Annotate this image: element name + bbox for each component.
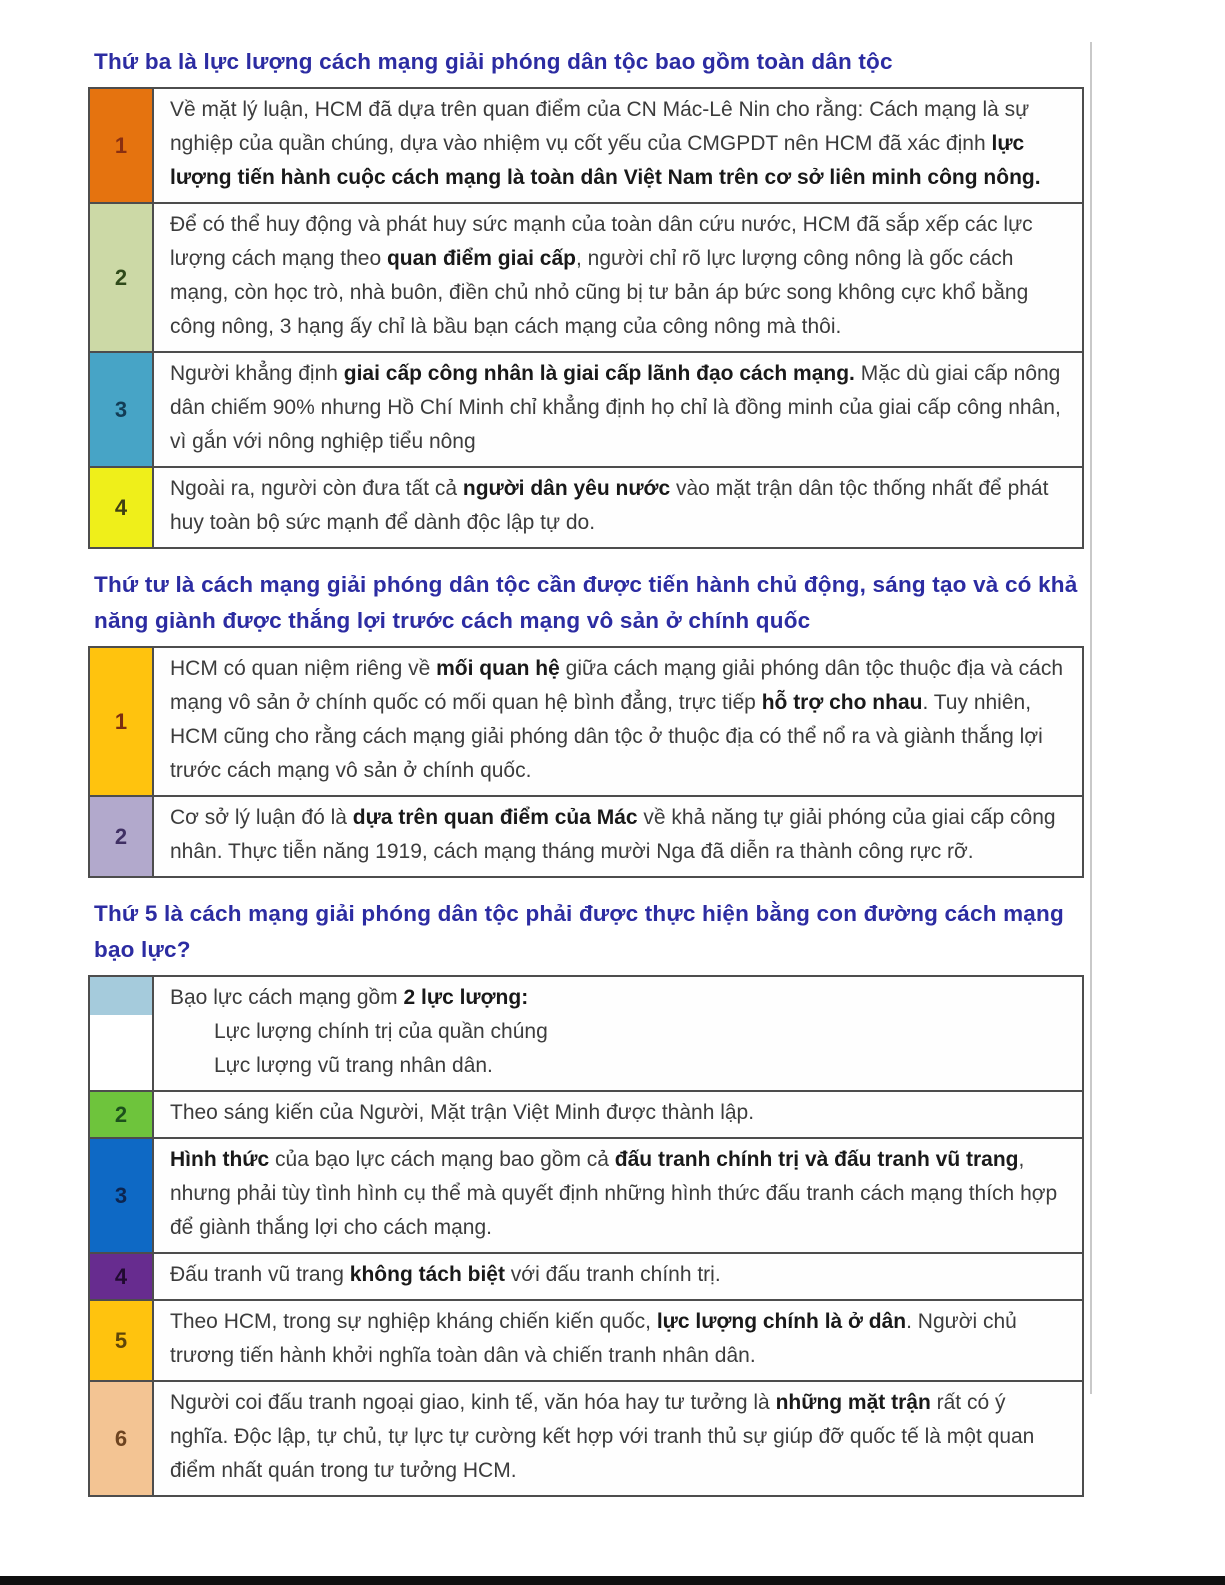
row-number-cell (90, 1382, 154, 1495)
section-heading: Thứ ba là lực lượng cách mạng giải phóng dân tộc bao gồm toàn dân tộc (94, 49, 893, 74)
text-segment-bold: dựa trên quan điểm của Mác (352, 806, 638, 829)
table-row (90, 202, 1082, 351)
row-number: 3 (114, 396, 128, 422)
row-text (154, 1382, 1082, 1495)
section-heading: Thứ tư là cách mạng giải phóng dân tộc cần được tiến hành chủ động, sáng tạo và có khả năng giành được thắng lợi trước cách mạng vô sản ở chính quốc (94, 572, 1078, 633)
text-segment: Theo sáng kiến của Người, Mặt trận Việt Minh được thành lập. (170, 1101, 755, 1124)
text-segment: Người khẳng định (170, 362, 344, 385)
text-segment: HCM có quan niệm riêng về (170, 657, 437, 680)
row-number: 1 (114, 708, 128, 734)
row-number: 5 (114, 1327, 128, 1353)
page-edge-line (1090, 42, 1092, 1394)
row-text (154, 1301, 1082, 1380)
row-number: 4 (114, 494, 128, 520)
row-number-cell (90, 1301, 154, 1380)
row-number-color-band (90, 977, 152, 1015)
section-table (88, 975, 1084, 1497)
text-segment-bold: 2 lực lượng: (403, 986, 529, 1009)
row-text (154, 89, 1082, 202)
row-number-cell (90, 648, 154, 795)
row-number-cell (90, 1139, 154, 1252)
table-row (90, 1299, 1082, 1380)
table-row (90, 351, 1082, 466)
text-segment: Bạo lực cách mạng gồm (170, 986, 404, 1009)
row-text (154, 1254, 1082, 1299)
row-number: 4 (114, 1263, 128, 1289)
text-segment: Người coi đấu tranh ngoại giao, kinh tế, văn hóa hay tư tưởng là (170, 1391, 776, 1414)
row-number-cell (90, 797, 154, 876)
table-row (90, 1380, 1082, 1495)
row-number: 6 (114, 1425, 128, 1451)
text-segment: . Người chủ trương tiến hành khởi nghĩa toàn dân và chiến tranh nhân dân. (170, 1310, 1017, 1367)
text-segment: về khả năng tự giải phóng của giai cấp công nhân. Thực tiễn năng 1919, cách mạng tháng mười Nga đã diễn ra thành công rực rỡ. (170, 806, 1056, 863)
table-row (90, 1252, 1082, 1299)
section-table (88, 87, 1084, 549)
row-number-cell (90, 353, 154, 466)
text-segment-bold: Hình thức (170, 1148, 270, 1171)
row-number: 2 (114, 264, 128, 290)
window-edge-bar (0, 1576, 1225, 1585)
row-number-cell (90, 89, 154, 202)
text-segment: của bạo lực cách mạng bao gồm cả (269, 1148, 615, 1171)
text-segment-bold: mối quan hệ (436, 657, 560, 680)
row-number-cell (90, 204, 154, 351)
row-text (154, 1092, 1082, 1137)
row-text (154, 977, 1082, 1090)
row-number-cell (90, 468, 154, 547)
table-row (90, 1090, 1082, 1137)
row-text (154, 204, 1082, 351)
text-segment-bold: giai cấp công nhân là giai cấp lãnh đạo cách mạng. (343, 362, 855, 385)
table-row (90, 977, 1082, 1090)
document-body (88, 44, 1084, 1515)
text-segment-bold: lực lượng tiến hành cuộc cách mạng là toàn dân Việt Nam trên cơ sở liên minh công nông. (170, 132, 1041, 189)
row-number-cell (90, 1092, 154, 1137)
table-row (90, 1137, 1082, 1252)
table-row (90, 466, 1082, 547)
text-segment: Lực lượng chính trị của quần chúng (214, 1020, 548, 1043)
text-segment-bold: lực lượng chính là ở dân (656, 1310, 907, 1333)
row-number: 2 (114, 823, 128, 849)
text-segment: Cơ sở lý luận đó là (170, 806, 353, 829)
table-row (90, 795, 1082, 876)
text-segment: Về mặt lý luận, HCM đã dựa trên quan điểm của CN Mác-Lê Nin cho rằng: Cách mạng là sự nghiệp của quần chúng, dựa vào nhiệm vụ cốt yếu của CMGPDT nên HCM đã xác định (170, 98, 1030, 155)
text-segment: Ngoài ra, người còn đưa tất cả (170, 477, 463, 500)
text-segment-bold: không tách biệt (349, 1263, 505, 1286)
row-number-cell (90, 977, 154, 1090)
text-segment: Để có thể huy động và phát huy sức mạnh của toàn dân cứu nước, HCM đã sắp xếp các lực lượng cách mạng theo (170, 213, 1033, 270)
text-segment: Theo HCM, trong sự nghiệp kháng chiến kiến quốc, (170, 1310, 657, 1333)
row-text (154, 353, 1082, 466)
row-text (154, 1139, 1082, 1252)
text-segment: Đấu tranh vũ trang (170, 1263, 350, 1286)
section-1 (88, 44, 1084, 549)
text-segment-bold: những mặt trận (775, 1391, 931, 1414)
text-segment: rất có ý nghĩa. Độc lập, tự chủ, tự lực tự cường kết hợp với tranh thủ sự giúp đỡ quốc tế là một quan điểm nhất quán trong tư tưởng HCM. (170, 1391, 1035, 1482)
row-text (154, 648, 1082, 795)
text-segment-bold: đấu tranh chính trị và đấu tranh vũ trang (614, 1148, 1019, 1171)
section-2 (88, 567, 1084, 878)
text-segment-bold: hỗ trợ cho nhau (761, 691, 923, 714)
table-row (90, 89, 1082, 202)
text-segment: , nhưng phải tùy tình hình cụ thể mà quyết định những hình thức đấu tranh cách mạng thích hợp để giành thắng lợi cho cách mạng. (170, 1148, 1058, 1239)
text-segment: vào mặt trận dân tộc thống nhất để phát huy toàn bộ sức mạnh để dành độc lập tự do. (170, 477, 1049, 534)
row-number: 3 (114, 1182, 128, 1208)
section-table (88, 646, 1084, 878)
text-segment-bold: người dân yêu nước (462, 477, 671, 500)
row-number: 1 (114, 132, 128, 158)
row-text (154, 797, 1082, 876)
text-segment: Lực lượng vũ trang nhân dân. (214, 1054, 493, 1077)
text-segment: Mặc dù giai cấp nông dân chiếm 90% nhưng Hồ Chí Minh chỉ khẳng định họ chỉ là đồng minh của giai cấp công nhân, vì gắn với nông nghiệp tiểu nông (170, 362, 1061, 453)
row-number-cell (90, 1254, 154, 1299)
text-segment-bold: quan điểm giai cấp (386, 247, 576, 270)
section-heading: Thứ 5 là cách mạng giải phóng dân tộc phải được thực hiện bằng con đường cách mạng bạo lực? (94, 901, 1064, 962)
text-segment: với đấu tranh chính trị. (504, 1263, 721, 1286)
text-segment: , người chỉ rõ lực lượng công nông là gốc cách mạng, còn học trò, nhà buôn, điền chủ nhỏ cũng bị tư bản áp bức song không cực khổ bằng công nông, 3 hạng ấy chỉ là bầu bạn cách mạng của công nông mà thôi. (170, 247, 1029, 338)
row-number: 2 (114, 1101, 128, 1127)
row-text (154, 468, 1082, 547)
section-3 (88, 896, 1084, 1497)
table-row (90, 648, 1082, 795)
text-segment: . Tuy nhiên, HCM cũng cho rằng cách mạng giải phóng dân tộc ở thuộc địa có thể nổ ra và giành thắng lợi trước cách mạng vô sản ở chính quốc. (170, 691, 1043, 782)
text-segment: giữa cách mạng giải phóng dân tộc thuộc địa và cách mạng vô sản ở chính quốc có mối quan hệ bình đẳng, trực tiếp (170, 657, 1064, 714)
